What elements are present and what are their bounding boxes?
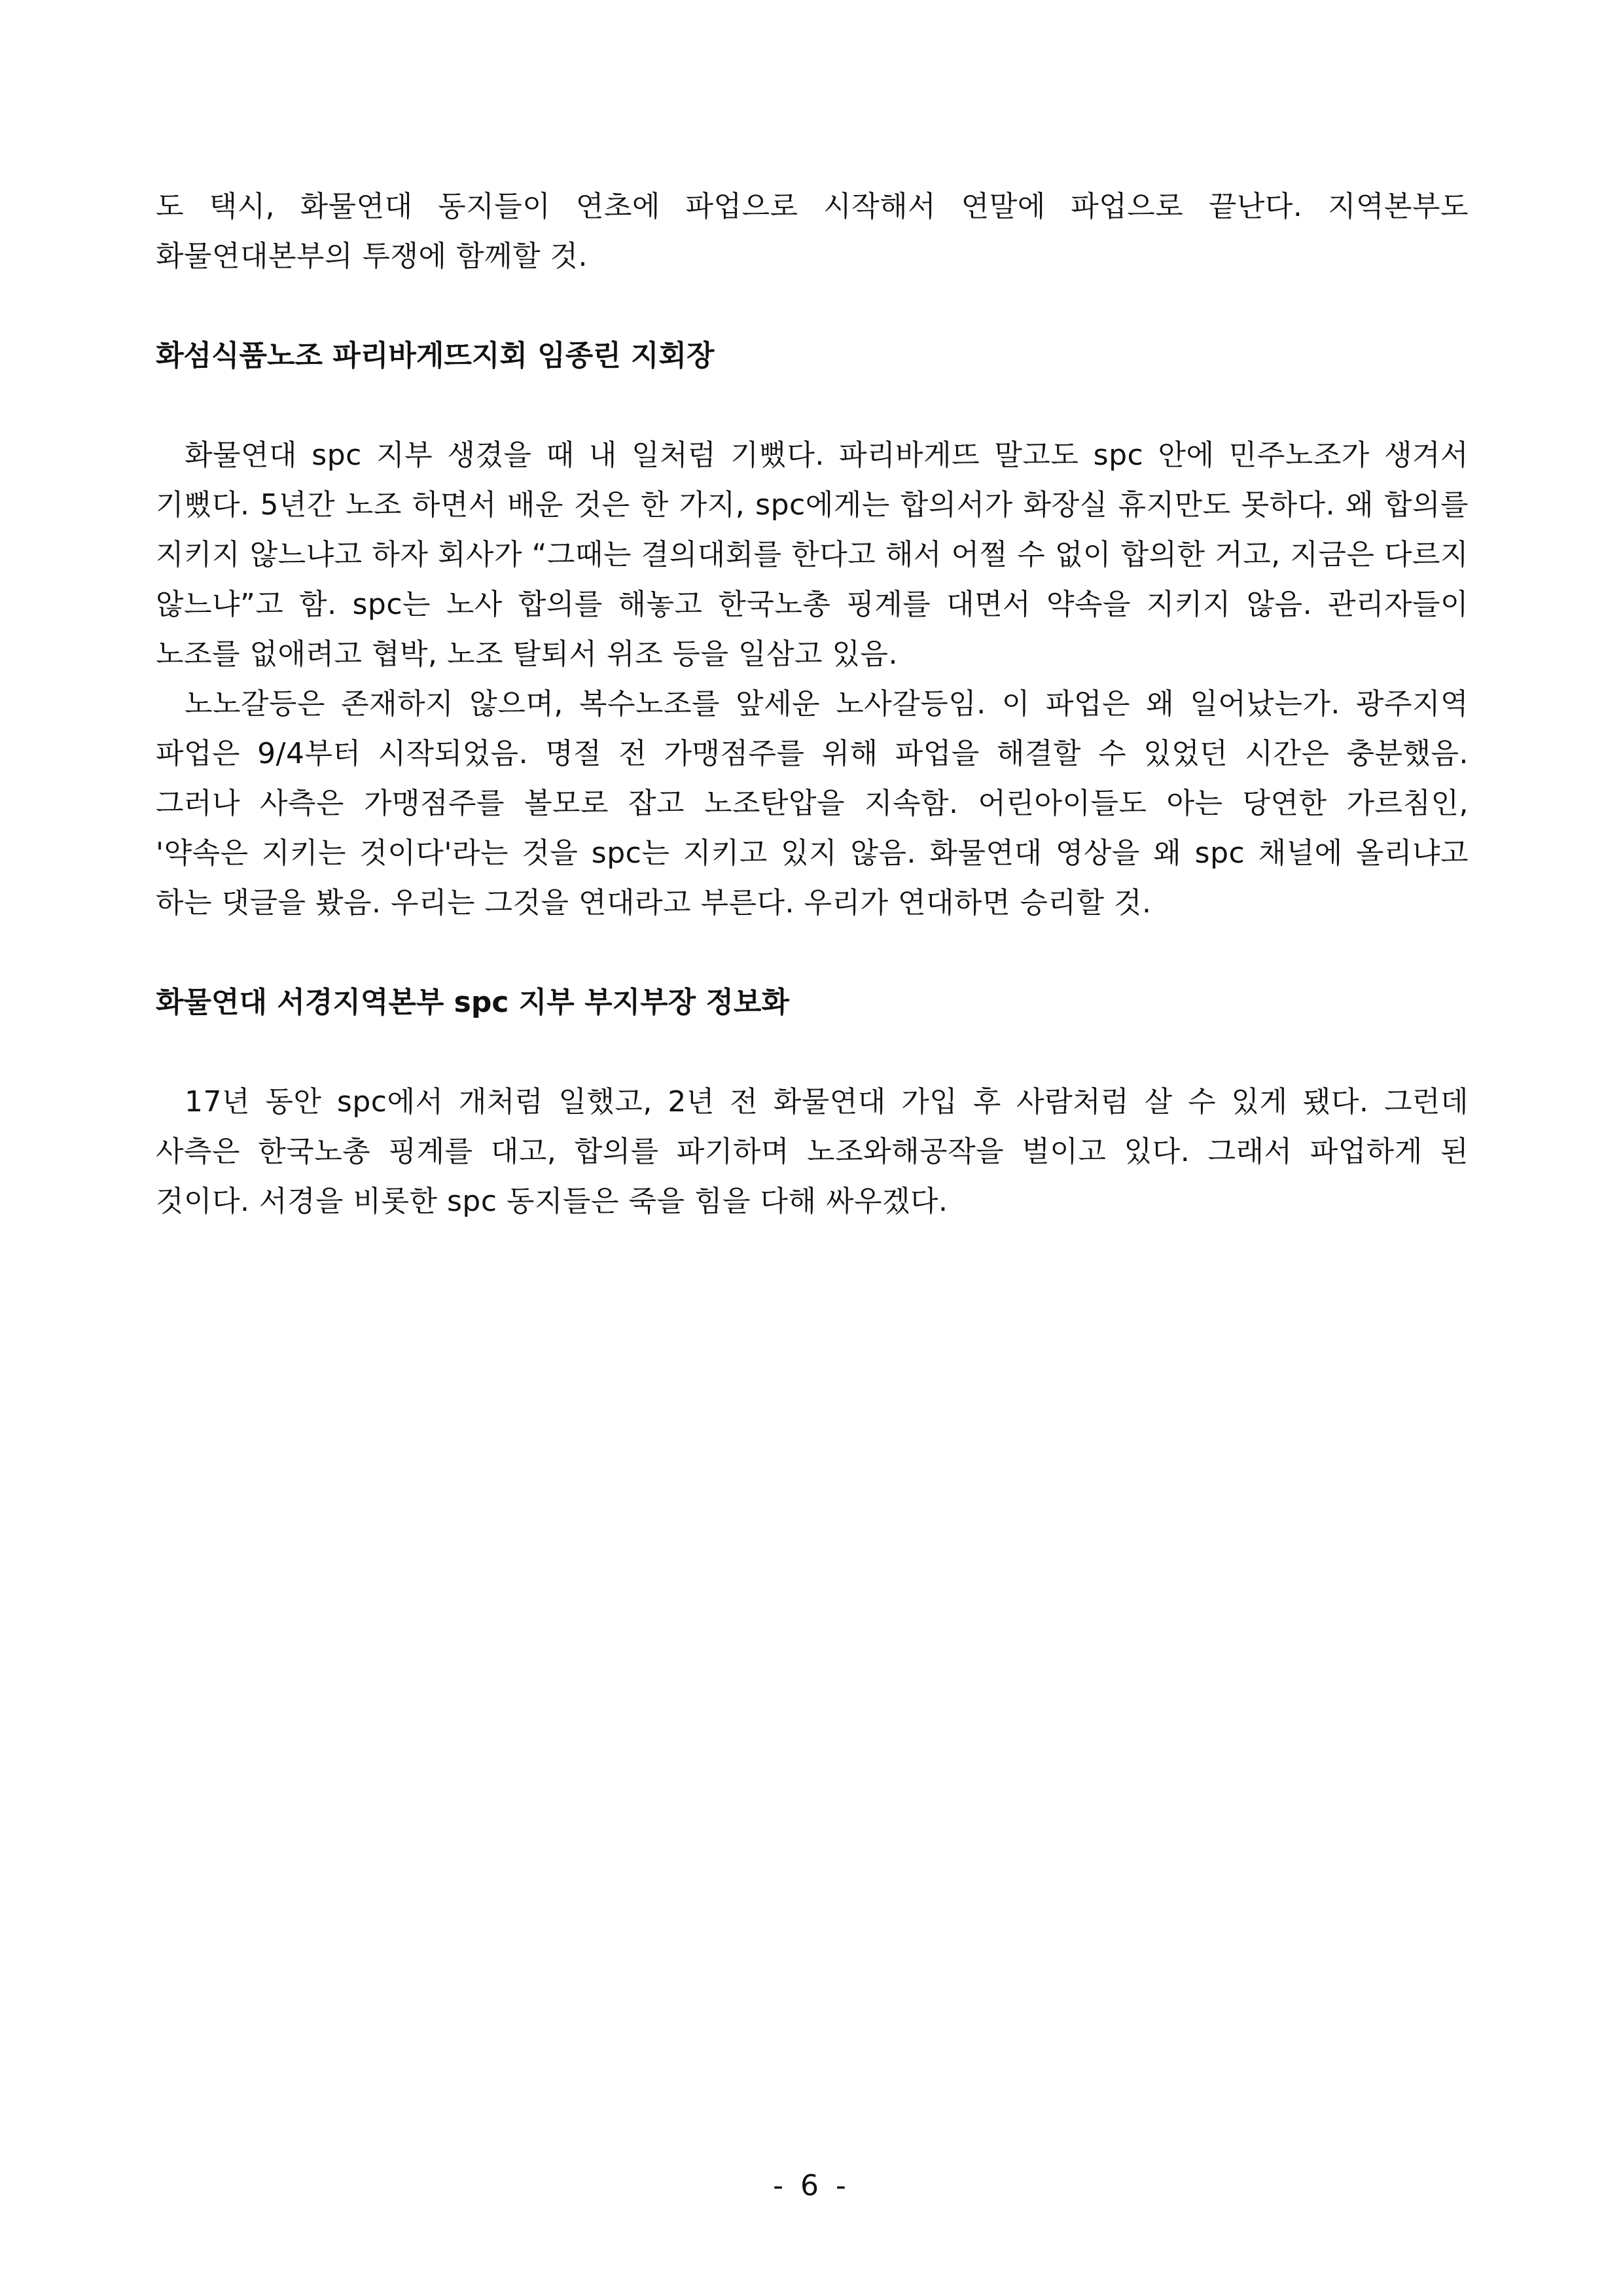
section-1-speaker: 화섬식품노조 파리바게뜨지회 임종린 지회장 [156, 339, 715, 372]
section-2-speaker: 화물연대 서경지역본부 spc 지부 부지부장 정보화 [156, 986, 789, 1019]
page-number: - 6 - [773, 2169, 850, 2202]
section-1-paragraph-1: 화물연대 spc 지부 생겼을 때 내 일처럼 기뻤다. 파리바게뜨 말고도 spc 안에 민주노조가 생겨서 기뻤다. 5년간 노조 하면서 배운 것은 한 가지, spc에게는 합의서가 화장실 휴지만도 못하다. 왜 합의를 지키지 않느냐고 하자 회사가 “그때는 결의대회를 한다고 해서 어쩔 수 없이 합의한 거고, 지금은 다르지 않느냐”고 함. spc는 노사 합의를 해놓고 한국노총 핑계를 대면서 약속을 지키지 않음. 관리자들이 노조를 없애려고 협박, 노조 탈퇴서 위조 등을 일삼고 있음. [156, 439, 1469, 671]
page-content [156, 182, 1469, 1227]
intro-paragraph: 도 택시, 화물연대 동지들이 연초에 파업으로 시작해서 연말에 파업으로 끝난다. 지역본부도 화물연대본부의 투쟁에 함께할 것. [156, 190, 1469, 273]
section-1-paragraph-2: 노노갈등은 존재하지 않으며, 복수노조를 앞세운 노사갈등임. 이 파업은 왜 일어났는가. 광주지역 파업은 9/4부터 시작되었음. 명절 전 가맹점주를 위해 파업을 해결할 수 있었던 시간은 충분했음. 그러나 사측은 가맹점주를 볼모로 잡고 노조탄압을 지속함. 어린아이들도 아는 당연한 가르침인, '약속은 지키는 것이다'라는 것을 spc는 지키고 있지 않음. 화물연대 영상을 왜 spc 채널에 올리냐고 하는 댓글을 봤음. 우리는 그것을 연대라고 부른다. 우리가 연대하면 승리할 것. [156, 687, 1469, 920]
section-2-paragraph-1: 17년 동안 spc에서 개처럼 일했고, 2년 전 화물연대 가입 후 사람처럼 살 수 있게 됐다. 그런데 사측은 한국노총 핑계를 대고, 합의를 파기하며 노조와해공작을 벌이고 있다. 그래서 파업하게 된 것이다. 서경을 비롯한 spc 동지들은 죽을 힘을 다해 싸우겠다. [156, 1085, 1469, 1218]
